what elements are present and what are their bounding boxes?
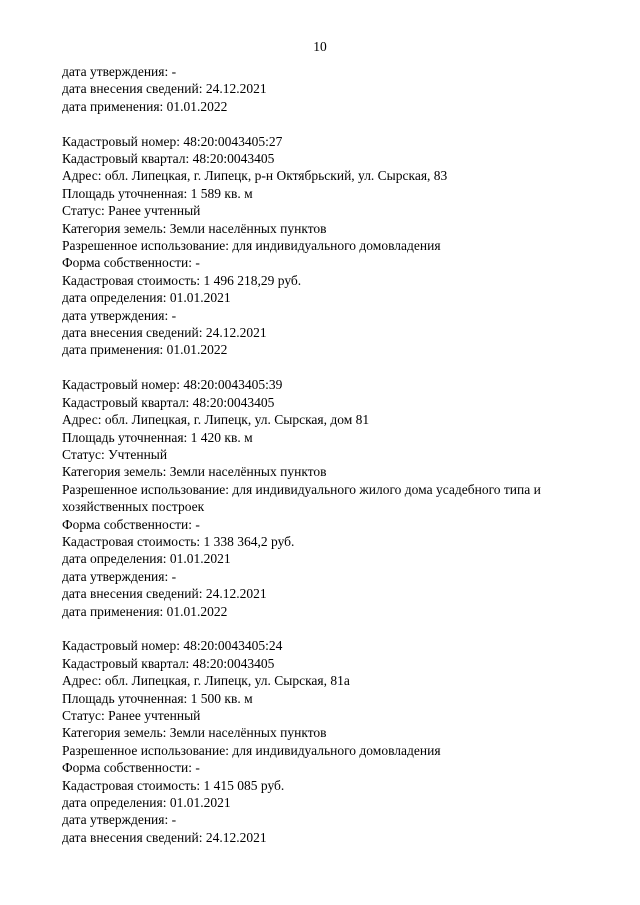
status: Статус: Ранее учтенный bbox=[62, 707, 201, 723]
date-determined: дата определения: 01.01.2021 bbox=[62, 795, 231, 811]
area: Площадь уточненная: 1 500 кв. м bbox=[62, 690, 253, 706]
area: Площадь уточненная: 1 589 кв. м bbox=[62, 185, 253, 201]
cadastral-quarter: Кадастровый квартал: 48:20:0043405 bbox=[62, 151, 275, 167]
date-applied: дата применения: 01.01.2022 bbox=[62, 603, 228, 619]
land-category: Категория земель: Земли населённых пунктов bbox=[62, 464, 327, 480]
spacer bbox=[62, 620, 622, 637]
ownership-form: Форма собственности: - bbox=[62, 516, 200, 532]
record-2 bbox=[62, 376, 622, 620]
date-approved: дата утверждения: - bbox=[62, 812, 177, 828]
spacer bbox=[62, 115, 622, 132]
permitted-use: Разрешенное использование: для индивидуального жилого дома усадебного типа и хозяйственных построек bbox=[62, 481, 541, 515]
date-entered: дата внесения сведений: 24.12.2021 bbox=[62, 586, 267, 602]
date-determined: дата определения: 01.01.2021 bbox=[62, 551, 231, 567]
ownership-form: Форма собственности: - bbox=[62, 760, 200, 776]
spacer bbox=[62, 359, 622, 376]
cadastral-number: Кадастровый номер: 48:20:0043405:24 bbox=[62, 638, 283, 654]
record-1 bbox=[62, 133, 622, 359]
date-entered: дата внесения сведений: 24.12.2021 bbox=[62, 325, 267, 341]
top-fragment bbox=[62, 63, 622, 115]
page-number: 10 bbox=[313, 39, 327, 54]
date-approved-line: дата утверждения: - bbox=[62, 64, 177, 79]
date-applied: дата применения: 01.01.2022 bbox=[62, 342, 228, 358]
status: Статус: Учтенный bbox=[62, 446, 168, 462]
address: Адрес: обл. Липецкая, г. Липецк, ул. Сырская, 81а bbox=[62, 673, 350, 689]
date-applied-line: дата применения: 01.01.2022 bbox=[62, 98, 228, 114]
date-approved: дата утверждения: - bbox=[62, 307, 177, 323]
address: Адрес: обл. Липецкая, г. Липецк, ул. Сырская, дом 81 bbox=[62, 412, 370, 428]
date-entered: дата внесения сведений: 24.12.2021 bbox=[62, 829, 267, 845]
cadastral-number: Кадастровый номер: 48:20:0043405:39 bbox=[62, 377, 283, 393]
date-entered-line: дата внесения сведений: 24.12.2021 bbox=[62, 81, 267, 97]
permitted-use: Разрешенное использование: для индивидуального домовладения bbox=[62, 238, 441, 254]
cadastral-number: Кадастровый номер: 48:20:0043405:27 bbox=[62, 133, 283, 149]
land-category: Категория земель: Земли населённых пунктов bbox=[62, 220, 327, 236]
cadastral-value: Кадастровая стоимость: 1 338 364,2 руб. bbox=[62, 533, 295, 549]
permitted-use: Разрешенное использование: для индивидуального домовладения bbox=[62, 742, 441, 758]
record-3 bbox=[62, 637, 622, 846]
cadastral-value: Кадастровая стоимость: 1 415 085 руб. bbox=[62, 777, 285, 793]
date-approved: дата утверждения: - bbox=[62, 568, 177, 584]
ownership-form: Форма собственности: - bbox=[62, 255, 200, 271]
area: Площадь уточненная: 1 420 кв. м bbox=[62, 429, 253, 445]
address: Адрес: обл. Липецкая, г. Липецк, р-н Октябрьский, ул. Сырская, 83 bbox=[62, 168, 448, 184]
land-category: Категория земель: Земли населённых пунктов bbox=[62, 725, 327, 741]
document-body bbox=[62, 63, 622, 846]
cadastral-value: Кадастровая стоимость: 1 496 218,29 руб. bbox=[62, 272, 302, 288]
status: Статус: Ранее учтенный bbox=[62, 203, 201, 219]
date-determined: дата определения: 01.01.2021 bbox=[62, 290, 231, 306]
cadastral-quarter: Кадастровый квартал: 48:20:0043405 bbox=[62, 394, 275, 410]
cadastral-quarter: Кадастровый квартал: 48:20:0043405 bbox=[62, 655, 275, 671]
